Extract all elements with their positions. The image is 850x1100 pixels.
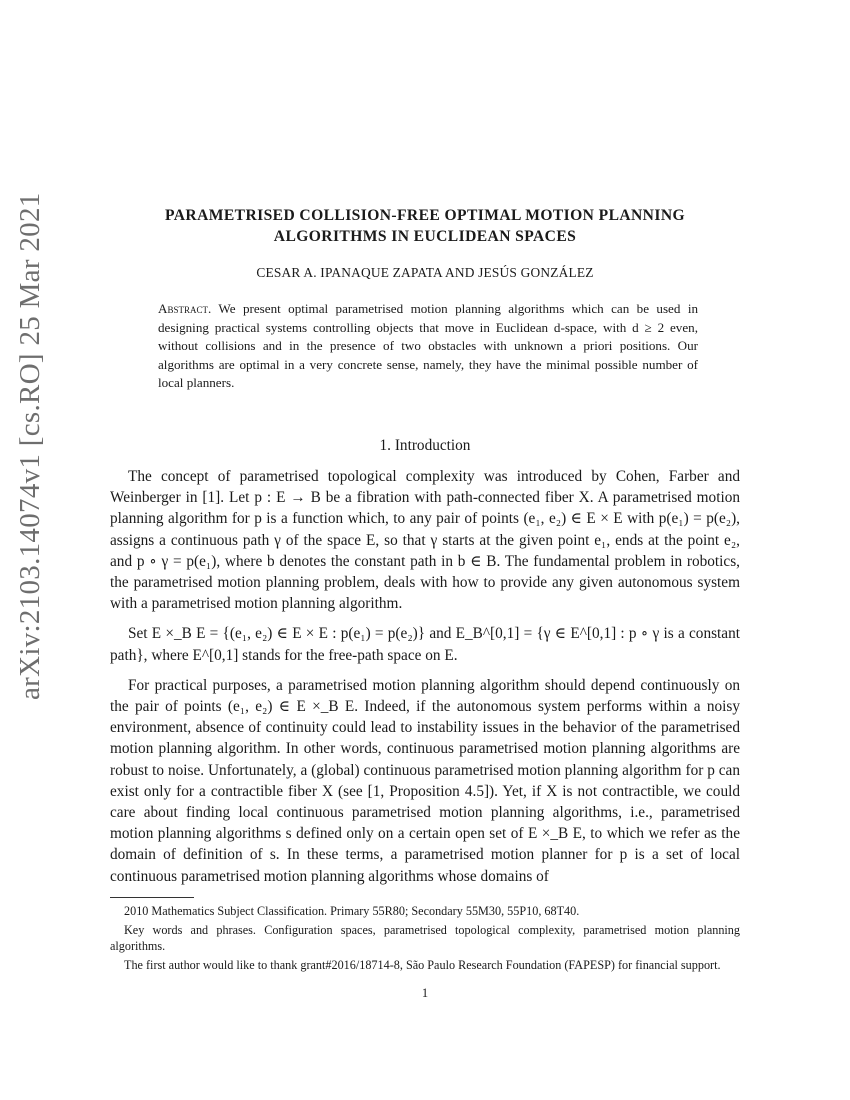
page-number: 1 (421, 986, 429, 1000)
footnote-funding: The first author would like to thank grant#2016/18714-8, São Paulo Research Foundation (FAPESP) for financial support. (124, 957, 721, 972)
abstract-text: We present optimal parametrised motion planning algorithms which can be used in designing practical systems controlling objects that move in Euclidean d-space, with d ≥ 2 even, without collisions and in the presence of two obstacles with unknown a priori positions. Our algorithms are optimal in a very concrete sense, namely, they have the minimal possible number of local planners. (158, 301, 698, 391)
footnotes (110, 903, 740, 975)
footnote-rule (110, 897, 194, 898)
title-line-1: PARAMETRISED COLLISION-FREE OPTIMAL MOTION PLANNING (164, 207, 686, 224)
abstract-label: Abstract. (158, 301, 212, 316)
footnote-msc: 2010 Mathematics Subject Classification. Primary 55R80; Secondary 55M30, 55P10, 68T40. (124, 904, 580, 918)
section-title: 1. Introduction (379, 437, 471, 454)
paragraph-3: For practical purposes, a parametrised motion planning algorithm should depend continuously on the pair of points (e₁, e₂) ∈ E ×_B E. Indeed, if the autonomous system performs within a noisy environment, absence of continuity could lead to instability issues in the behavior of the parametrised motion planning algorithm. In other words, continuous parametrised motion planning algorithms are robust to noise. Unfortunately, a (global) continuous parametrised motion planning algorithm for p can exist only for a contractible fiber X (see [1, Proposition 4.5]). Yet, if X is not contractible, we could care about finding local continuous parametrised motion planning algorithms, i.e., parametrised motion planning algorithms s defined only on a certain open set of E ×_B E, to which we refer as the domain of definition of s. In these terms, a parametrised motion planner for p is a set of local continuous parametrised motion planning algorithms whose domains of (110, 676, 740, 885)
author-list: CESAR A. IPANAQUE ZAPATA AND JESÚS GONZÁLEZ (256, 265, 594, 280)
paragraph-1: The concept of parametrised topological complexity was introduced by Cohen, Farber and Weinberger in [1]. Let p : E → B be a fibration with path-connected fiber X. A parametrised motion planning algorithm for p is a function which, to any pair of points (e₁, e₂) ∈ E × E with p(e₁) = p(e₂), assigns a continuous path γ of the space E, so that γ starts at the given point e₁, ends at the point e₂, and p ∘ γ = p(e₁), where b denotes the constant path in b ∈ B. The fundamental problem in robotics, the parametrised motion planning problem, deals with how to provide any given autonomous system with a parametrised motion planning algorithm. (110, 468, 740, 613)
paragraph-2: Set E ×_B E = {(e₁, e₂) ∈ E × E : p(e₁) = p(e₂)} and E_B^[0,1] = {γ ∈ E^[0,1] : p ∘ γ is a constant path}, where E^[0,1] stands for the free-path space on E. (110, 625, 740, 664)
body-text (110, 466, 740, 896)
paper-title (110, 205, 740, 247)
arxiv-side-stamp: arXiv:2103.14074v1 [cs.RO] 25 Mar 2021 (14, 192, 46, 700)
footnote-keywords: Key words and phrases. Configuration spaces, parametrised topological complexity, parametrised motion planning algorithms. (110, 922, 740, 954)
title-line-2: ALGORITHMS IN EUCLIDEAN SPACES (273, 228, 577, 245)
section-heading (110, 437, 740, 455)
abstract (158, 300, 698, 393)
